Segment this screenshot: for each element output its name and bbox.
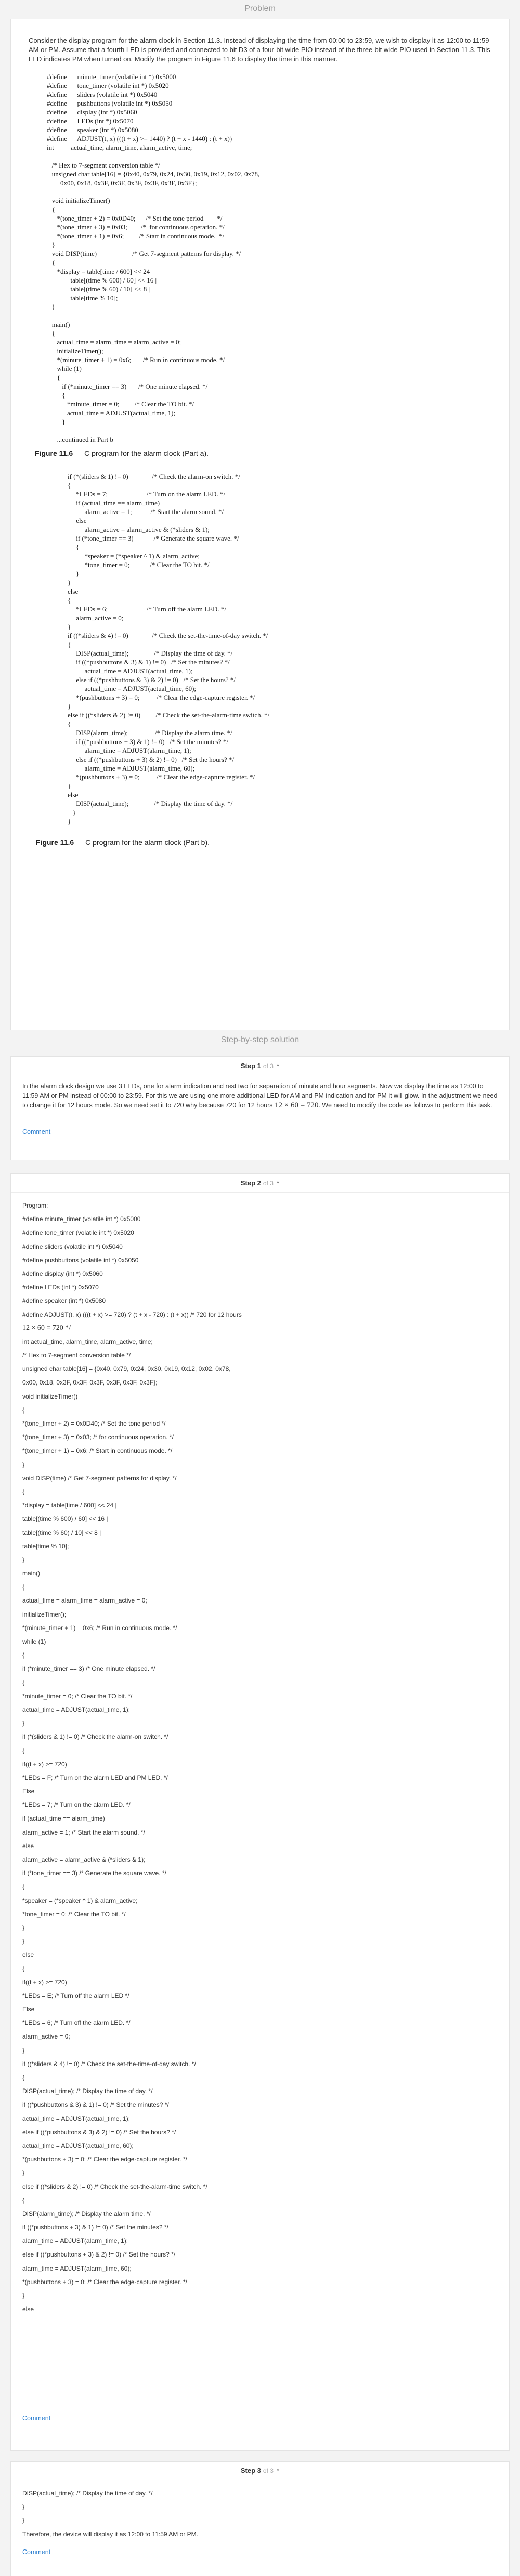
code-line: while (1) [47,365,82,373]
code-line: } [68,579,71,586]
problem-card [10,19,510,1030]
problem-text: Consider the display program for the alarm clock in Section 11.3. Instead of displaying the time from 00:00 to 23:59, we wish to display it as 12:00 to 11:59 AM or PM. Assume that a fourth LED is provided and connected to bit D3 of a four-bit wide PIO instead of the three-bit wide PIO used in Section 11.3. This LED indicates PM when turned on. Modify the program in Figure 11.6 to display the time in this manner. [29,36,490,63]
program-line: *LEDs = F; /* Turn on the alarm LED and PM LED. */ [22,1774,168,1782]
code-line: { [68,640,71,648]
figure-caption-text: C program for the alarm clock (Part a). [84,449,209,457]
program-line: } [22,1460,25,1468]
step-2-program [11,1193,509,2316]
program-line: if ((*pushbuttons + 3) & 1) != 0) /* Set the minutes? */ [22,2224,168,2232]
code-line: ...continued in Part b [47,435,113,443]
step-label: Step 3 [240,2467,261,2475]
program-line: if (*minute_timer == 3) /* One minute elapsed. */ [22,1665,155,1673]
program-line: { [22,1488,25,1495]
program-line: main() [22,1570,41,1578]
program-line: if ((*sliders & 4) != 0) /* Check the set-the-time-of-day switch. */ [22,2060,196,2068]
program-line: { [22,1651,25,1659]
program-line: alarm_active = 0; [22,2033,70,2041]
program-line: else if ((*sliders & 2) != 0) /* Check the set-the-alarm-time switch. */ [22,2183,207,2190]
program-line: actual_time = ADJUST(actual_time, 60); [22,2142,134,2149]
program-line: } [22,1938,25,1945]
program-line: *tone_timer = 0; /* Clear the TO bit. */ [22,1910,126,1918]
program-line: DISP(alarm_time); /* Display the alarm time. */ [22,2210,151,2218]
code-line: { [68,720,71,728]
program-line: } [22,2503,25,2511]
program-line: #define minute_timer (volatile int *) 0x5000 [22,1215,141,1223]
program-line: int actual_time, alarm_time, alarm_active, time; [22,1338,153,1345]
program-line: #define tone_timer (volatile int *) 0x5020 [22,1229,134,1237]
chevron-up-icon[interactable]: ^ [276,1181,280,1187]
code-line: if ((*pushbuttons & 3) & 1) != 0) /* Set the minutes? */ [68,658,230,666]
step-1-header[interactable] [11,1057,509,1075]
program-line: { [22,1406,25,1414]
program-line: /* Hex to 7-segment conversion table */ [22,1352,131,1360]
program-line: } [22,2292,25,2299]
program-line: #define speaker (int *) 0x5080 [22,1297,106,1305]
code-line: if (actual_time == alarm_time) [68,499,160,507]
program-line: table[(time % 600) / 60] << 16 | [22,1515,108,1523]
code-line: *display = table[time / 600] << 24 | [47,267,153,275]
code-line: { [47,329,55,337]
code-line: void initializeTimer() [47,197,110,204]
program-line: table[time % 10]; [22,1542,69,1550]
program-line: if (actual_time == alarm_time) [22,1815,105,1823]
program-line: *(minute_timer + 1) = 0x6; /* Run in continuous mode. */ [22,1624,177,1632]
step-count: of 3 [263,1180,274,1187]
code-line: alarm_active = alarm_active & (*sliders & 1); [68,526,210,533]
code-figure-part-a [47,72,493,444]
code-figure-part-b [68,472,493,826]
step-text: In the alarm clock design we use 3 LEDs, one for alarm indication and rest two for separation of minute and hour segments. Now we display the time as 12:00 to 11:59 AM or PM instead of 00:00 to 23:59. For this we are using one more additional LED for AM and PM indication and for PM it will glow. In the adjustment we need to change it for 12 hours mode. So we need set it to 720 why because 720 for 12 hours [22,1083,498,1109]
code-line: main() [47,321,70,328]
code-line: DISP(actual_time); /* Display the time of day. */ [68,649,233,657]
program-line: DISP(actual_time); /* Display the time of day. */ [22,2490,153,2497]
code-line: *speaker = (*speaker ^ 1) & alarm_active; [68,552,200,560]
solution-header: Step-by-step solution [220,1035,300,1044]
program-line: alarm_active = alarm_active & (*sliders & 1); [22,1856,146,1863]
code-line: *(tone_timer + 3) = 0x03; /* for continuous operation. */ [47,223,225,231]
code-line: #define tone_timer (volatile int *) 0x5020 [47,82,169,89]
program-line: void DISP(time) /* Get 7-segment patterns for display. */ [22,1474,177,1482]
step-label: Step 2 [240,1179,261,1187]
comment-link[interactable]: Comment [22,2415,51,2422]
program-line: Program: [22,1202,48,1209]
code-line: *(pushbuttons + 3) = 0; /* Clear the edge-capture register. */ [68,773,255,781]
code-line: void DISP(time) /* Get 7-segment patterns for display. */ [47,250,241,258]
program-line: *(tone_timer + 1) = 0x6; /* Start in continuous mode. */ [22,1447,173,1455]
code-line: *(minute_timer + 1) = 0x6; /* Run in continuous mode. */ [47,356,225,364]
program-line: actual_time = ADJUST(actual_time, 1); [22,2114,131,2122]
step-1-text [11,1075,509,1110]
code-line [47,426,493,435]
program-line: 0x00, 0x18, 0x3F, 0x3F, 0x3F, 0x3F, 0x3F, 0x3F}; [22,1379,158,1387]
code-line: *(tone_timer + 2) = 0x0D40; /* Set the tone period */ [47,214,223,222]
code-line: *(pushbuttons + 3) = 0; /* Clear the edge-capture register. */ [68,694,255,701]
code-line: actual_time = ADJUST(actual_time, 1); [68,667,193,675]
code-line: unsigned char table[16] = {0x40, 0x79, 0x24, 0x30, 0x19, 0x12, 0x02, 0x78, [47,170,260,178]
code-line: { [47,374,60,381]
code-line: #define pushbuttons (volatile int *) 0x5050 [47,99,173,107]
code-line: DISP(alarm_time); /* Display the alarm time. */ [68,729,232,737]
program-line: *minute_timer = 0; /* Clear the TO bit. */ [22,1692,133,1700]
code-line: alarm_time = ADJUST(alarm_time, 60); [68,764,195,772]
program-line: alarm_active = 1; /* Start the alarm sound. */ [22,1828,145,1836]
code-line: *(tone_timer + 1) = 0x6; /* Start in continuous mode. */ [47,232,225,240]
code-line: #define LEDs (int *) 0x5070 [47,117,134,125]
code-line: } [68,702,71,710]
code-line: if (*tone_timer == 3) /* Generate the square wave. */ [68,534,239,542]
program-line: *(tone_timer + 2) = 0x0D40; /* Set the tone period */ [22,1420,166,1427]
program-line: if ((*pushbuttons & 3) & 1) != 0) /* Set the minutes? */ [22,2101,169,2109]
step-count: of 3 [263,1062,274,1070]
code-line [47,187,493,196]
code-line: else [68,587,79,595]
code-line: *LEDs = 6; /* Turn off the alarm LED. */ [68,605,226,613]
program-line: Therefore, the device will display it as 12:00 to 11:59 AM or PM. [22,2530,198,2538]
step-1-card [10,1056,510,1160]
code-line: } [68,623,71,631]
code-line: else if ((*pushbuttons & 3) & 2) != 0) /* Set the hours? */ [68,676,236,684]
code-line: actual_time = ADJUST(actual_time, 1); [47,409,176,417]
program-line: Else [22,1788,35,1796]
program-line: *LEDs = 6; /* Turn off the alarm LED. */ [22,2019,131,2027]
chevron-up-icon[interactable]: ^ [276,1063,280,1070]
code-line: 0x00, 0x18, 0x3F, 0x3F, 0x3F, 0x3F, 0x3F, 0x3F}; [47,179,197,187]
code-line: alarm_time = ADJUST(alarm_time, 1); [68,747,191,754]
program-line: { [22,1883,25,1891]
code-line: *tone_timer = 0; /* Clear the TO bit. */ [68,561,210,569]
code-line: int actual_time, alarm_time, alarm_active, time; [47,144,192,151]
program-line: alarm_time = ADJUST(alarm_time, 60); [22,2264,132,2272]
program-line: } [22,2517,25,2524]
program-line: else [22,1842,34,1850]
step-2-card [10,1173,510,2451]
code-line: { [47,259,55,266]
program-line: actual_time = ADJUST(actual_time, 1); [22,1706,131,1713]
program-line: #define LEDs (int *) 0x5070 [22,1284,99,1291]
math-formula: 12 × 60 = 720 [275,1101,319,1109]
code-line: else [68,791,79,799]
code-line: { [68,543,80,551]
code-line [47,311,493,320]
figure-caption-text: C program for the alarm clock (Part b). [85,838,210,847]
code-line: if ((*sliders & 4) != 0) /* Check the set-the-time-of-day switch. */ [68,632,268,639]
code-line: table[(time % 600) / 60] << 16 | [47,276,157,284]
program-line: if (*tone_timer == 3) /* Generate the square wave. */ [22,1869,166,1877]
code-line: else if ((*pushbuttons + 3) & 2) != 0) /* Set the hours? */ [68,755,235,763]
program-line: 12 × 60 = 720 */ [22,1324,71,1332]
code-line: { [68,596,71,604]
program-line: else if ((*pushbuttons & 3) & 2) != 0) /* Set the hours? */ [22,2128,176,2136]
code-line: #define minute_timer (volatile int *) 0x5000 [47,73,176,81]
code-line: } [47,418,66,426]
code-line: actual_time = alarm_time = alarm_active = 0; [47,338,181,346]
program-line: *(pushbuttons + 3) = 0; /* Clear the edge-capture register. */ [22,2278,187,2286]
code-line: alarm_active = 0; [68,614,124,622]
program-line: actual_time = alarm_time = alarm_active = 0; [22,1597,147,1605]
step-label: Step 1 [240,1062,261,1070]
program-line: while (1) [22,1638,46,1645]
code-line: /* Hex to 7-segment conversion table */ [47,161,160,169]
code-line: } [47,303,55,311]
step-3-card [10,2461,510,2576]
code-line: if ((*pushbuttons + 3) & 1) != 0) /* Set the minutes? */ [68,738,228,746]
code-line: else if ((*sliders & 2) != 0) /* Check the set-the-alarm-time switch. */ [68,711,270,719]
figure-caption-part-a [35,449,493,457]
code-line: table[(time % 60) / 10] << 8 | [47,285,150,293]
figure-caption-part-b [36,838,493,847]
code-line: } [68,809,76,816]
program-line: } [22,1556,25,1563]
program-line: void initializeTimer() [22,1392,78,1400]
program-line: alarm_time = ADJUST(alarm_time, 1); [22,2237,128,2245]
code-line: alarm_active = 1; /* Start the alarm sound. */ [68,508,224,516]
program-line: *display = table[time / 600] << 24 | [22,1502,117,1509]
code-line: } [47,241,55,249]
program-line: #define display (int *) 0x5060 [22,1270,103,1277]
code-line: actual_time = ADJUST(actual_time, 60); [68,685,197,693]
program-line: { [22,1583,25,1591]
program-line: { [22,2196,25,2204]
program-line: *(pushbuttons + 3) = 0; /* Clear the edge-capture register. */ [22,2156,187,2163]
step-3-text [11,2480,509,2541]
step-2-header[interactable] [11,1174,509,1193]
program-line: table[(time % 60) / 10] << 8 | [22,1529,101,1536]
code-line: if (*(sliders & 1) != 0) /* Check the alarm-on switch. */ [68,472,240,480]
code-line: initializeTimer(); [47,347,103,355]
comment-link[interactable]: Comment [22,2548,51,2556]
chevron-up-icon[interactable]: ^ [276,2468,280,2475]
code-line: } [68,570,80,578]
program-line: { [22,1678,25,1686]
figure-label: Figure 11.6 [36,838,74,847]
step-text-end: . We need to modify the code as follows to perform this task. [318,1101,492,1109]
program-line: *LEDs = E; /* Turn off the alarm LED */ [22,1992,129,2000]
program-line: Else [22,2006,35,2014]
program-line: if((t + x) >= 720) [22,1978,67,1986]
program-line: else if ((*pushbuttons + 3) & 2) != 0) /* Set the hours? */ [22,2251,176,2259]
program-line: initializeTimer(); [22,1610,67,1618]
code-line: else [68,517,87,524]
program-line: } [22,1720,25,1727]
program-line: { [22,1747,25,1754]
program-line: else [22,1951,34,1959]
code-line: *LEDs = 7; /* Turn on the alarm LED. */ [68,490,226,498]
program-line: { [22,2074,25,2081]
code-line: { [47,206,55,213]
step-3-header[interactable] [11,2462,509,2480]
program-line: *LEDs = 7; /* Turn on the alarm LED. */ [22,1801,131,1809]
program-line: DISP(actual_time); /* Display the time of day. */ [22,2087,153,2095]
code-line: table[time % 10]; [47,294,118,302]
program-line: unsigned char table[16] = {0x40, 0x79, 0x24, 0x30, 0x19, 0x12, 0x02, 0x78, [22,1365,231,1373]
program-line: *(tone_timer + 3) = 0x03; /* for continuous operation. */ [22,1433,174,1441]
code-line [47,152,493,161]
step-count: of 3 [263,2467,274,2475]
code-line: #define display (int *) 0x5060 [47,108,137,116]
code-line: DISP(actual_time); /* Display the time of day. */ [68,800,233,808]
program-line: } [22,2169,25,2177]
comment-link[interactable]: Comment [22,1128,51,1135]
code-line: #define speaker (int *) 0x5080 [47,126,138,134]
problem-header: Problem [244,4,276,13]
code-line: } [68,817,71,825]
program-line: #define sliders (volatile int *) 0x5040 [22,1242,123,1250]
code-line: #define ADJUST(t, x) (((t + x) >= 1440) ? (t + x - 1440) : (t + x)) [47,135,232,143]
code-line: if (*minute_timer == 3) /* One minute elapsed. */ [47,382,208,390]
program-line: *speaker = (*speaker ^ 1) & alarm_active; [22,1896,138,1904]
figure-label: Figure 11.6 [35,449,73,457]
program-line: if (*(sliders & 1) != 0) /* Check the alarm-on switch. */ [22,1733,168,1741]
program-line: else [22,2305,34,2313]
code-line: } [68,782,71,790]
program-line: { [22,1965,25,1972]
program-line: #define pushbuttons (volatile int *) 0x5050 [22,1256,139,1264]
program-line: } [22,1924,25,1931]
code-line: { [68,481,71,489]
program-line: if((t + x) >= 720) [22,1760,67,1768]
code-line: { [47,391,66,399]
program-line: } [22,2046,25,2054]
code-line: *minute_timer = 0; /* Clear the TO bit. */ [47,400,194,408]
code-line: #define sliders (volatile int *) 0x5040 [47,91,158,98]
program-line: #define ADJUST(t, x) (((t + x) >= 720) ? (t + x - 720) : (t + x)) /* 720 for 12 hours [22,1311,242,1318]
